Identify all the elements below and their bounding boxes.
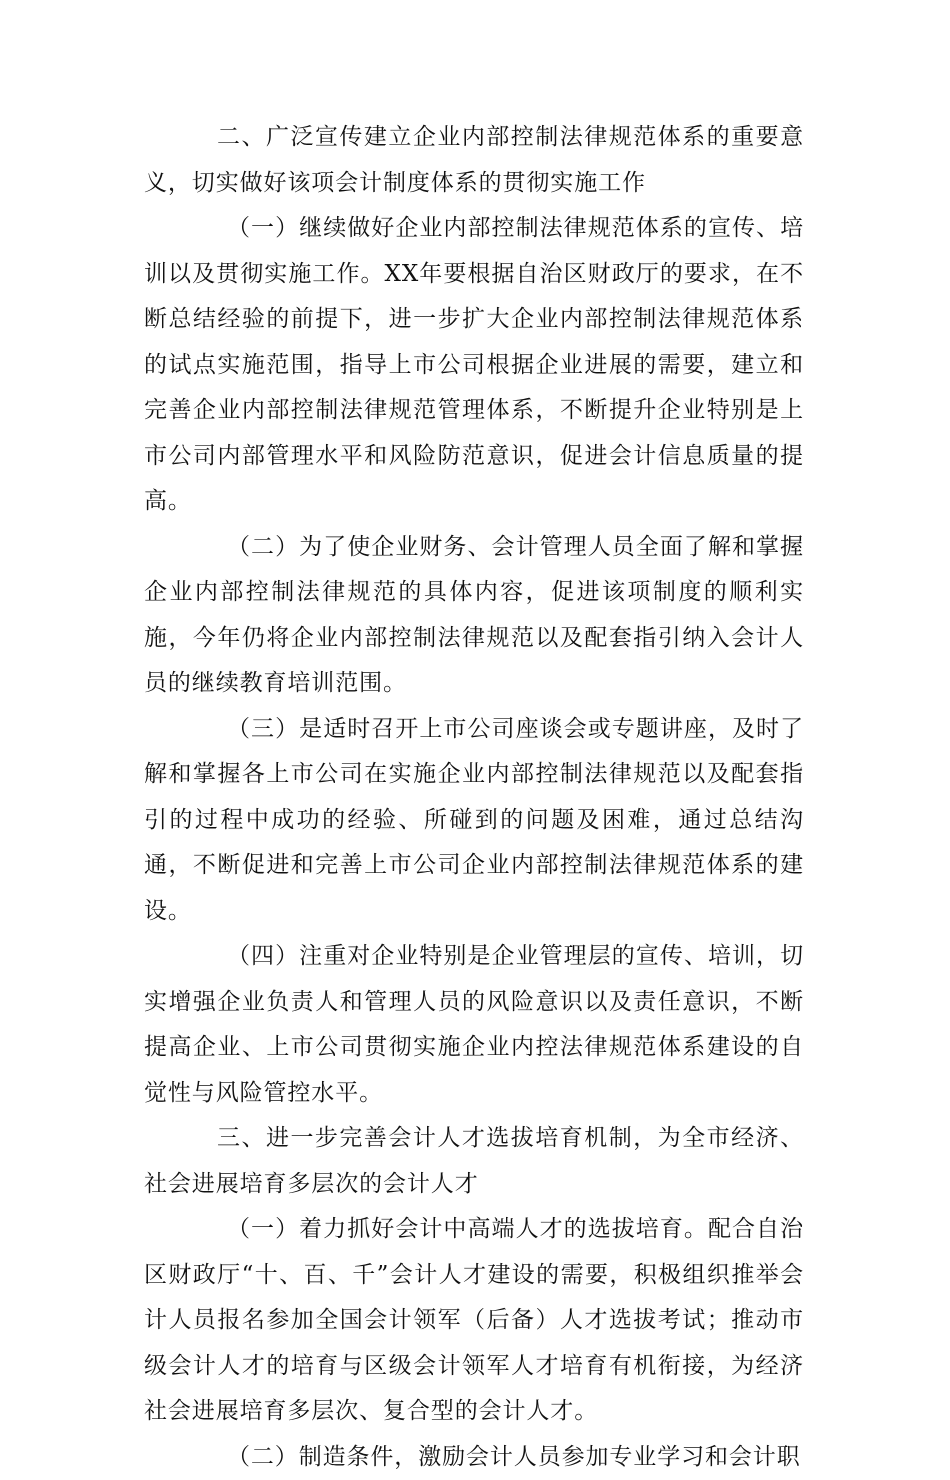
paragraph-3-1: （一）着力抓好会计中高端人才的选拔培育。配合自治区财政厅“十、百、千”会计人才建设的需要，积极组织推举会计人员报名参加全国会计领军（后备）人才选拔考试；推动市级会计人才的培育与区级会计领军人才培育有机衔接，为经济社会进展培育多层次、复合型的会计人才。 bbox=[144, 1207, 804, 1435]
paragraph-2-1: （一）继续做好企业内部控制法律规范体系的宣传、培训以及贯彻实施工作。XX年要根据自治区财政厅的要求，在不断总结经验的前提下，进一步扩大企业内部控制法律规范体系的试点实施范围，指导上市公司根据企业进展的需要，建立和完善企业内部控制法律规范管理体系，不断提升企业特别是上市公司内部管理水平和风险防范意识，促进会计信息质量的提高。 bbox=[144, 206, 804, 525]
section-heading-2: 二、广泛宣传建立企业内部控制法律规范体系的重要意义，切实做好该项会计制度体系的贯彻实施工作 bbox=[144, 115, 804, 206]
paragraph-2-2: （二）为了使企业财务、会计管理人员全面了解和掌握企业内部控制法律规范的具体内容，促进该项制度的顺利实施，今年仍将企业内部控制法律规范以及配套指引纳入会计人员的继续教育培训范围。 bbox=[144, 525, 804, 707]
paragraph-2-4: （四）注重对企业特别是企业管理层的宣传、培训，切实增强企业负责人和管理人员的风险意识以及责任意识，不断提高企业、上市公司贯彻实施企业内控法律规范体系建设的自觉性与风险管控水平。 bbox=[144, 934, 804, 1116]
document-body bbox=[144, 115, 804, 1480]
section-heading-3: 三、进一步完善会计人才选拔培育机制，为全市经济、社会进展培育多层次的会计人才 bbox=[144, 1116, 804, 1207]
paragraph-3-2: （二）制造条件，激励会计人员参加专业学习和会计职 bbox=[144, 1435, 804, 1480]
paragraph-2-3: （三）是适时召开上市公司座谈会或专题讲座，及时了解和掌握各上市公司在实施企业内部控制法律规范以及配套指引的过程中成功的经验、所碰到的问题及困难，通过总结沟通，不断促进和完善上市公司企业内部控制法律规范体系的建设。 bbox=[144, 707, 804, 935]
